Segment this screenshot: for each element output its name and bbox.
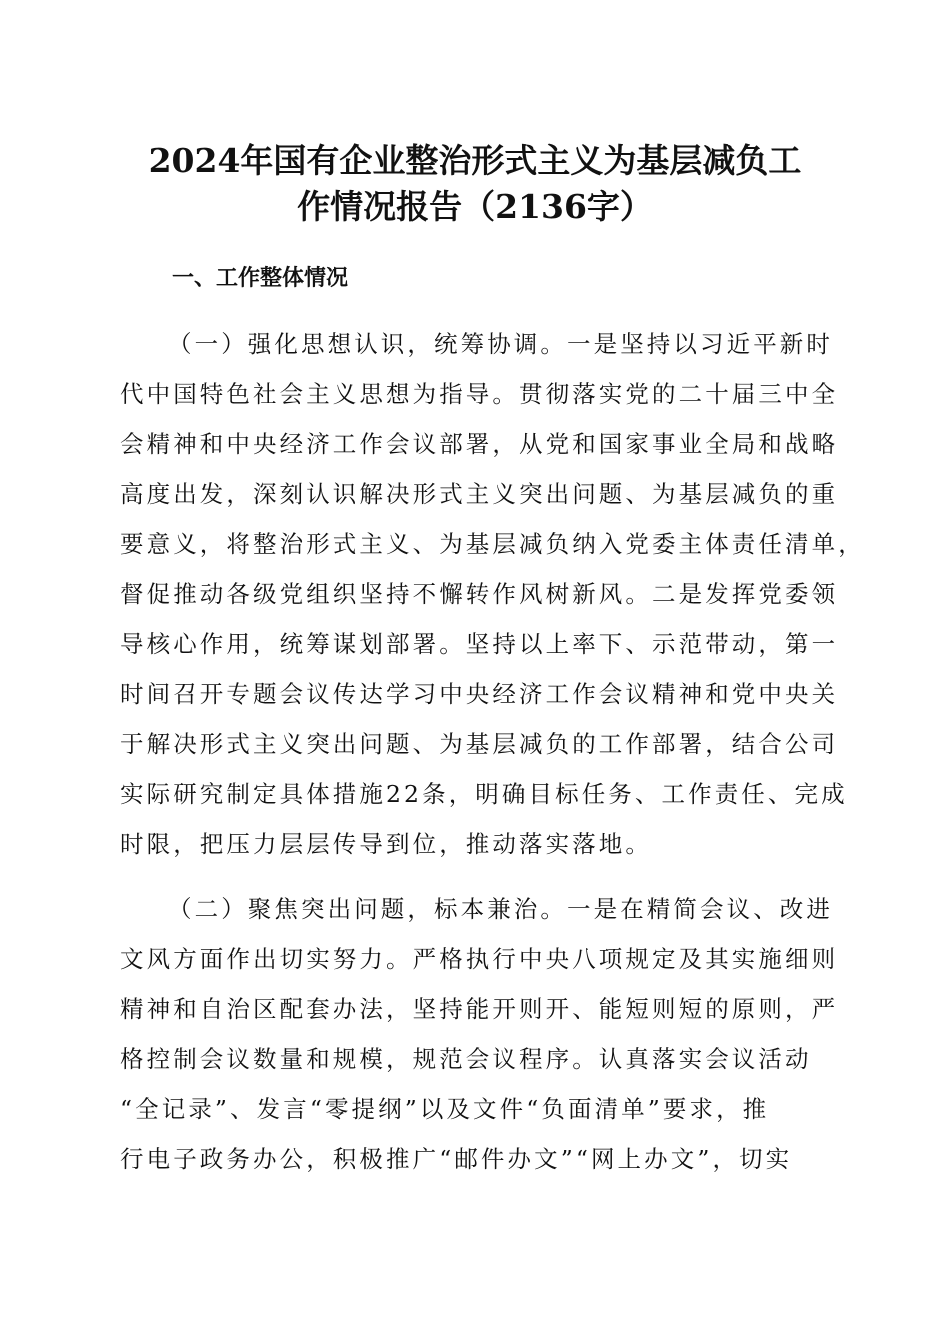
paragraph-line: 格控制会议数量和规模，规范会议程序。认真落实会议活动: [120, 1045, 812, 1073]
paragraph-line: “全记录”、发言“零提纲”以及文件“负面清单”要求，推: [120, 1095, 770, 1123]
paragraph-line: 于解决形式主义突出问题、为基层减负的工作部署，结合公司: [120, 730, 839, 758]
paragraph-line: （一）强化思想认识，统筹协调。一是坚持以习近平新时: [168, 330, 833, 358]
paragraph-line: 代中国特色社会主义思想为指导。贯彻落实党的二十届三中全: [120, 380, 839, 408]
document-title: [120, 138, 830, 230]
paragraph-line: 高度出发，深刻认识解决形式主义突出问题、为基层减负的重: [120, 480, 839, 508]
paragraph-line: 实际研究制定具体措施22条，明确目标任务、工作责任、完成: [120, 780, 848, 808]
title-line-1: 2024年国有企业整治形式主义为基层减负工: [148, 141, 802, 180]
paragraph-line: （二）聚焦突出问题，标本兼治。一是在精简会议、改进: [168, 895, 833, 923]
paragraph-1: [120, 319, 865, 869]
paragraph-line: 文风方面作出切实努力。严格执行中央八项规定及其实施细则: [120, 945, 839, 973]
paragraph-line: 精神和自治区配套办法，坚持能开则开、能短则短的原则，严: [120, 995, 839, 1023]
paragraph-line: 会精神和中央经济工作会议部署，从党和国家事业全局和战略: [120, 430, 839, 458]
paragraph-line: 督促推动各级党组织坚持不懈转作风树新风。二是发挥党委领: [120, 580, 839, 608]
paragraph-line: 时限，把压力层层传导到位，推动落实落地。: [120, 830, 652, 858]
section-heading: 一、工作整体情况: [172, 266, 349, 291]
paragraph-line: 行电子政务办公，积极推广“邮件办文”“网上办文”，切实: [120, 1145, 793, 1173]
paragraph-2: [120, 884, 839, 1184]
paragraph-line: 要意义，将整治形式主义、为基层减负纳入党委主体责任清单，: [120, 530, 865, 558]
title-line-2: 作情况报告（2136字）: [297, 187, 653, 226]
paragraph-line: 时间召开专题会议传达学习中央经济工作会议精神和党中央关: [120, 680, 839, 708]
paragraph-line: 导核心作用，统筹谋划部署。坚持以上率下、示范带动，第一: [120, 630, 839, 658]
